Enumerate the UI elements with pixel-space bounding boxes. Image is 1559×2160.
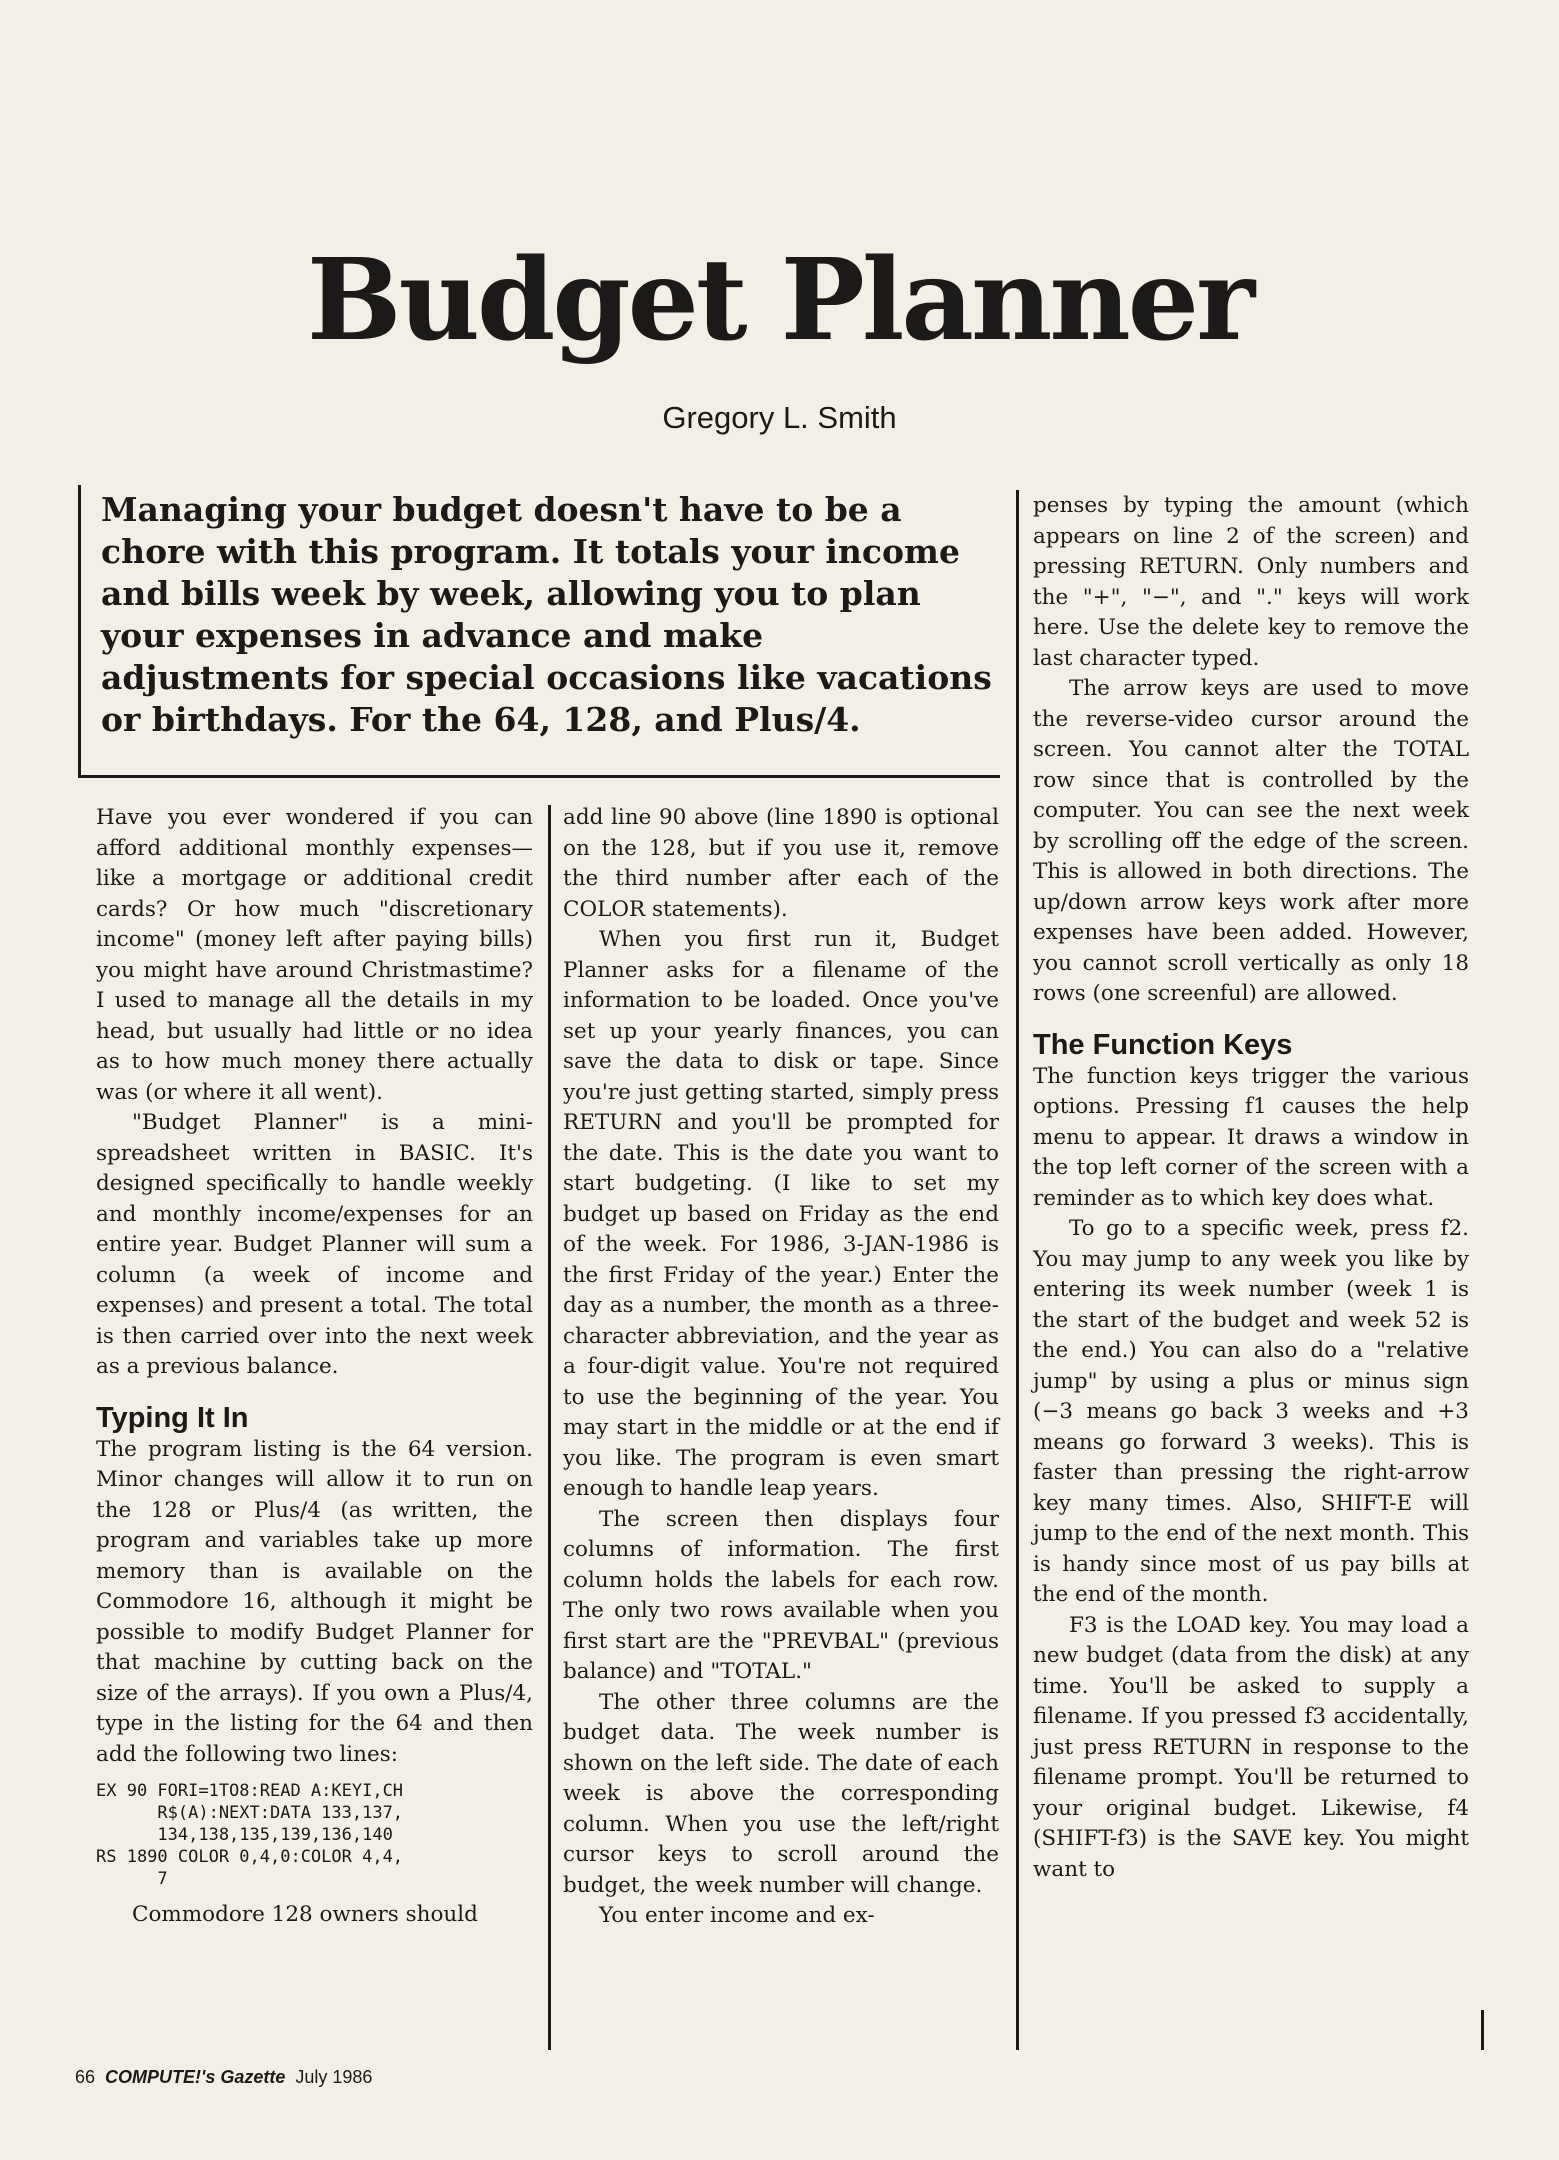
column-2	[563, 803, 999, 1932]
article-title: Budget Planner	[306, 235, 1253, 366]
section-heading-function-keys: The Function Keys	[1033, 1028, 1293, 1061]
page-footer	[75, 2067, 372, 2088]
paragraph: Commodore 128 owners should	[132, 1902, 478, 1927]
column-rule	[548, 805, 551, 2050]
paragraph: When you first run it, Budget Planner asks for a filename of the information to be loaded. Once you've set up your yearly finances, you can save the data to disk or tape. Since you're just getting started, simply press RETURN and you'll be prompted for the date. This is the date you want to start budgeting. (I like to set my budget up based on Friday as the end of the week. For 1986, 3-JAN-1986 is the first Friday of the year.) Enter the day as a number, the month as a three-character abbreviation, and the year as a four-digit value. You're not required to use the beginning of the year. You may start in the middle or at the end if you like. The program is even smart enough to handle leap years.	[563, 927, 999, 1501]
paragraph: add line 90 above (line 1890 is optional on the 128, but if you use it, remove the third number after each of the COLOR statements).	[563, 805, 999, 922]
paragraph: "Budget Planner" is a mini-spreadsheet written in BASIC. It's designed specifically to handle weekly and monthly income/expenses for an entire year. Budget Planner will sum a column (a week of income and expenses) and present a total. The total is then carried over into the next week as a previous balance.	[96, 1110, 533, 1379]
column-1	[96, 803, 533, 1931]
page-number: 66	[75, 2067, 96, 2087]
column-3	[1033, 491, 1469, 1885]
deck-text: Managing your budget doesn't have to be a chore with this program. It totals your income and bills week by week, allowing you to plan your expenses in advance and make adjustments for special occasions like vacations or birthdays. For the 64, 128, and Plus/4.	[101, 490, 992, 739]
paragraph: The other three columns are the budget data. The week number is shown on the left side. The date of each week is above the corresponding column. When you use the left/right cursor keys to scroll around the budget, the week number will change.	[563, 1689, 999, 1898]
paragraph: The function keys trigger the various options. Pressing f1 causes the help menu to appear. It draws a window in the top left corner of the screen with a reminder as to which key does what.	[1033, 1063, 1469, 1211]
paragraph: Have you ever wondered if you can afford additional monthly expenses—like a mortgage or additional credit cards? Or how much "discretionary income" (money left after paying bills) you might have around Christmastime? I used to manage all the details in my head, but usually had little or no idea as to how much money there actually was (or where it all went).	[96, 805, 533, 1105]
code-listing: EX 90 FORI=1TO8:READ A:KEYI,CH R$(A):NEXT:DATA 133,137, 134,138,135,139,136,140 RS 1890 COLOR 0,4,0:COLOR 4,4, 7	[96, 1781, 404, 1889]
paragraph: penses by typing the amount (which appears on line 2 of the screen) and pressing RETURN. Only numbers and the "+", "−", and "." keys will work here. Use the delete key to remove the last character typed.	[1033, 493, 1469, 671]
column-rule	[1016, 490, 1019, 2050]
publication-name: COMPUTE!'s Gazette	[105, 2067, 286, 2087]
paragraph: To go to a specific week, press f2. You may jump to any week you like by entering its week number (week 1 is the start of the budget and week 52 is the end.) You can also do a "relative jump" by using a plus or minus sign (−3 means go back 3 weeks and +3 means go forward 3 weeks). This is faster than pressing the right-arrow key many times. Also, SHIFT-E will jump to the end of the next month. This is handy since most of us pay bills at the end of the month.	[1033, 1216, 1469, 1607]
paragraph: The arrow keys are used to move the reverse-video cursor around the screen. You cannot alter the TOTAL row since that is controlled by the computer. You can see the next week by scrolling off the edge of the screen. This is allowed in both directions. The up/down arrow keys work after more expenses have been added. However, you cannot scroll vertically as only 18 rows (one screenful) are allowed.	[1033, 676, 1469, 1006]
article-deck	[78, 485, 1000, 778]
column-rule	[1481, 2010, 1484, 2050]
paragraph: You enter income and ex-	[599, 1903, 875, 1928]
author-byline: Gregory L. Smith	[662, 400, 897, 435]
section-heading-typing-it-in: Typing It In	[96, 1401, 249, 1434]
paragraph: F3 is the LOAD key. You may load a new budget (data from the disk) at any time. You'll be asked to supply a filename. If you pressed f3 accidentally, just press RETURN in response to the filename prompt. You'll be returned to your original budget. Likewise, f4 (SHIFT-f3) is the SAVE key. You might want to	[1033, 1612, 1469, 1882]
paragraph: The screen then displays four columns of information. The first column holds the labels for each row. The only two rows available when you first start are the "PREVBAL" (previous balance) and "TOTAL."	[563, 1506, 999, 1684]
paragraph: The program listing is the 64 version. Minor changes will allow it to run on the 128 or Plus/4 (as written, the program and variables take up more memory than is available on the Commodore 16, although it might be possible to modify Budget Planner for that machine by cutting back on the size of the arrays). If you own a Plus/4, type in the listing for the 64 and then add the following two lines:	[96, 1436, 533, 1767]
issue-date: July 1986	[295, 2067, 373, 2087]
